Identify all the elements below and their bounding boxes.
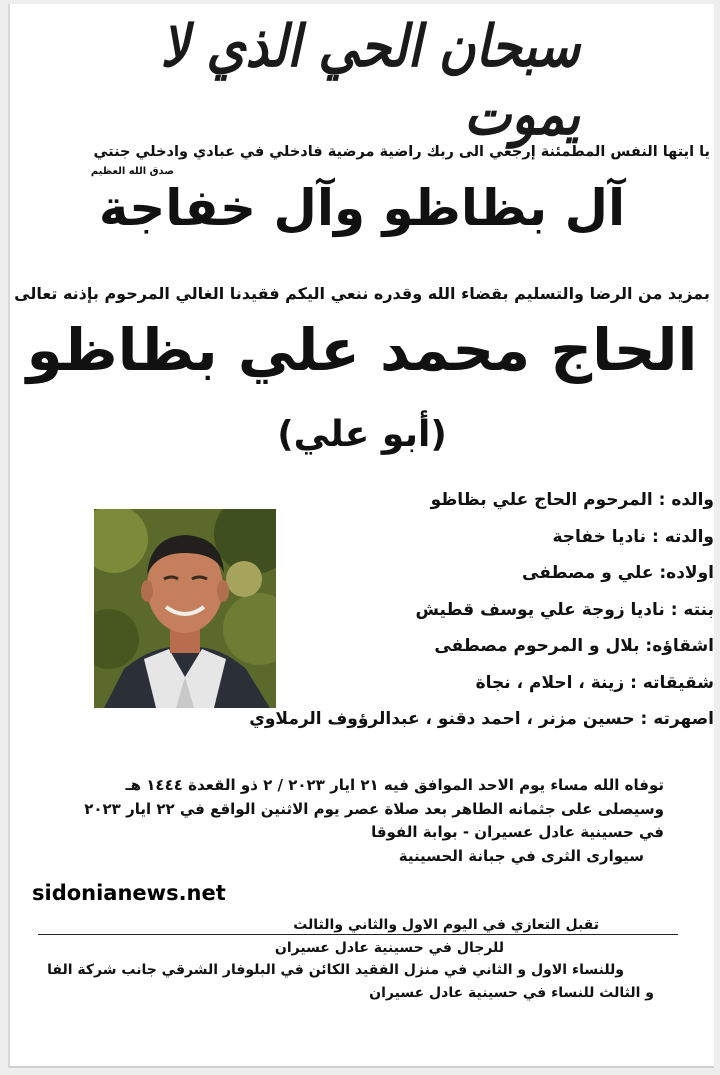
announcement-line: توفاه الله مساء يوم الاحد الموافق فيه ٢١ ايار ٢٠٢٣ / ٢ ذو القعدة ١٤٤٤ هـ bbox=[125, 776, 664, 794]
condolence-line: و الثالث للنساء في حسينية عادل عسيران bbox=[369, 984, 654, 1001]
deceased-name: الحاج محمد علي بظاظو bbox=[26, 316, 698, 384]
verse-source: صدق الله العظيم bbox=[90, 166, 174, 177]
announcement-line: وسيصلى على جثمانه الطاهر بعد صلاة عصر يوم الاثنين الواقع في ٢٢ ايار ٢٠٢٣ bbox=[84, 799, 664, 818]
calligraphy-heading: سبحان الحي الذي لا يموت bbox=[160, 12, 580, 148]
death-announcement bbox=[24, 774, 664, 868]
relative-sisters: شقيقاته : زينة ، احلام ، نجاة bbox=[475, 672, 714, 693]
condolence-line: تقبل التعازي في اليوم الاول والثاني والثالث bbox=[293, 917, 599, 933]
deceased-nickname: (أبو علي) bbox=[277, 414, 447, 455]
site-watermark: sidonianews.net bbox=[32, 881, 226, 905]
family-title: آل بظاظو وآل خفاجة bbox=[98, 179, 626, 237]
relatives-list bbox=[249, 482, 714, 738]
condolence-info bbox=[34, 914, 654, 1004]
condolence-line: وللنساء الاول و الثاني في منزل الفقيد الكائن في البلوفار الشرقي جانب شركة الفا bbox=[47, 962, 624, 978]
intro-text: بمزيد من الرضا والتسليم بقضاء الله وقدره ننعي اليكم فقيدنا الغالي المرحوم بإذنه تعالى bbox=[14, 284, 710, 303]
relative-mother: والدته : ناديا خفاجة bbox=[552, 526, 714, 547]
relative-father: والده : المرحوم الحاج علي بظاظو bbox=[430, 490, 714, 510]
relative-brothers: اشقاؤه: بلال و المرحوم مصطفى bbox=[434, 636, 714, 656]
announcement-line: سيوارى الثرى في جبانة الحسينية bbox=[398, 846, 644, 865]
portrait-illustration bbox=[94, 509, 276, 708]
relative-in-laws: اصهرته : حسين مزنر ، احمد دقنو ، عبدالرؤوف الرملاوي bbox=[249, 709, 714, 729]
relative-daughter: بنته : ناديا زوجة علي يوسف قطيش bbox=[415, 599, 714, 620]
obituary-sheet bbox=[8, 4, 714, 1068]
deceased-photo bbox=[94, 509, 276, 708]
relative-sons: اولاده: علي و مصطفى bbox=[522, 563, 714, 583]
condolence-line: للرجال في حسينية عادل عسيران bbox=[274, 939, 504, 956]
quran-verse: يا ايتها النفس المطمئنة إرجعي الى ربك راضية مرضية فادخلي في عبادي وادخلي جنتي bbox=[93, 144, 710, 160]
announcement-line: في حسينية عادل عسيران - بوابة الفوقا bbox=[371, 823, 664, 841]
